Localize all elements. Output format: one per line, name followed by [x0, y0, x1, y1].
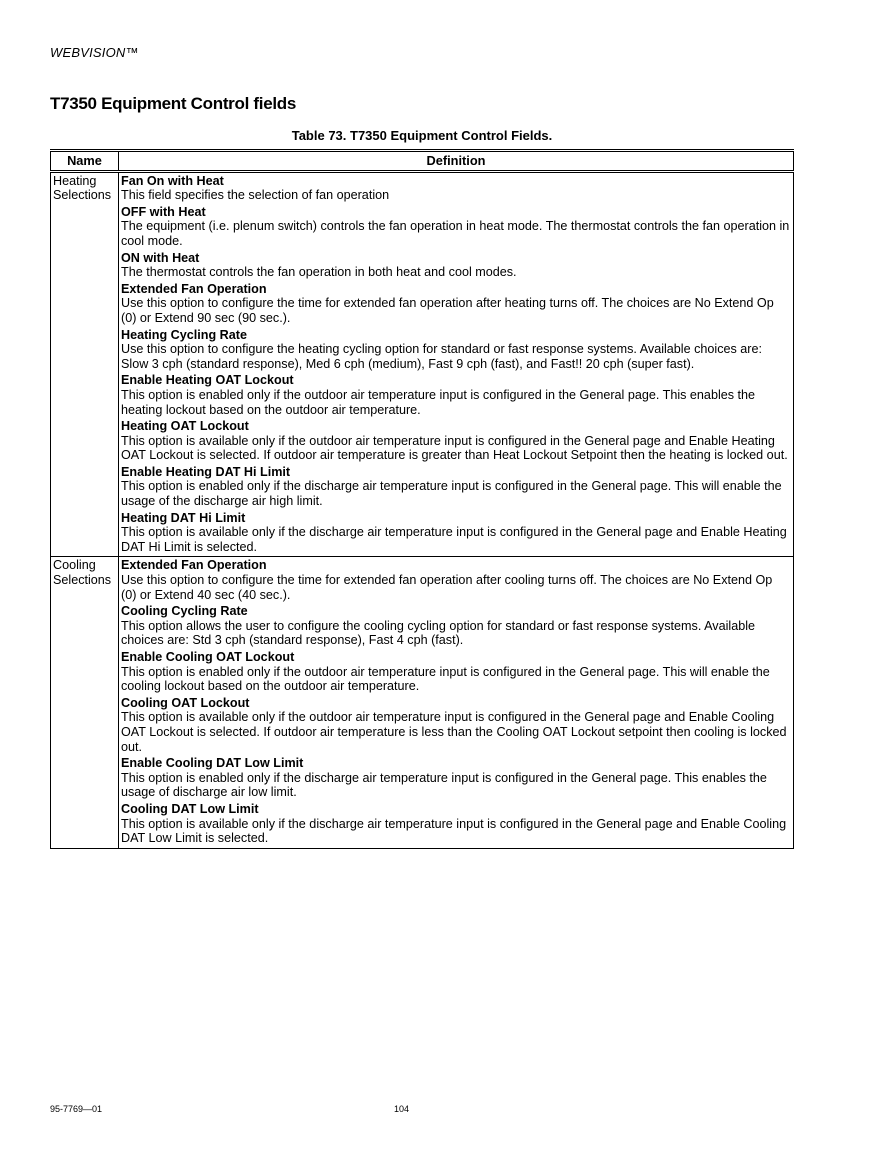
field-entry: [121, 604, 791, 648]
field-title: Fan On with Heat: [121, 173, 224, 188]
field-title: Heating OAT Lockout: [121, 419, 249, 434]
field-entry: [121, 802, 791, 846]
row-definition-cell: [119, 171, 794, 557]
footer-doc-number: 95-7769—01: [50, 1104, 103, 1114]
field-title: Cooling OAT Lockout: [121, 695, 250, 710]
field-title: Enable Heating OAT Lockout: [121, 373, 294, 388]
field-title: Heating Cycling Rate: [121, 327, 247, 342]
row-name-line: Cooling: [53, 558, 96, 573]
field-entry: [121, 696, 791, 754]
field-title: OFF with Heat: [121, 204, 206, 219]
field-title: Cooling DAT Low Limit: [121, 801, 259, 816]
column-header-name: Name: [51, 151, 119, 172]
field-entry: [121, 558, 791, 602]
section-title: T7350 Equipment Control fields: [50, 94, 297, 113]
field-title: Heating DAT Hi Limit: [121, 510, 246, 525]
field-description: This option is available only if the outdoor air temperature input is configured in the General page and Enable Cooling OAT Lockout is selected. If outdoor air temperature is less than the Cooling OAT Lockout setpoint then cooling is locked out.: [121, 710, 787, 754]
field-title: Cooling Cycling Rate: [121, 604, 248, 619]
table-row: [51, 557, 794, 848]
field-description: This option is enabled only if the discharge air temperature input is configured in the General page. This will enable the usage of the discharge air high limit.: [121, 479, 782, 509]
field-entry: [121, 205, 791, 249]
field-title: Enable Cooling OAT Lockout: [121, 650, 295, 664]
field-title: ON with Heat: [121, 250, 200, 265]
field-description: This option allows the user to configure the cooling cycling option for standard or fast response systems. Available choices are: Std 3 cph (standard response), Fast 4 cph (fast).: [121, 618, 755, 648]
equipment-control-table: [50, 149, 794, 849]
table-row: [51, 171, 794, 557]
field-description: Use this option to configure the time for extended fan operation after cooling turns off. The choices are No Extend Op (0) or Extend 40 sec (40 sec.).: [121, 573, 773, 602]
field-description: This option is enabled only if the outdoor air temperature input is configured in the General page. This enables the heating lockout based on the outdoor air temperature.: [121, 387, 756, 417]
field-title: Enable Cooling DAT Low Limit: [121, 756, 304, 771]
field-title: Enable Heating DAT Hi Limit: [121, 464, 291, 479]
column-header-definition: Definition: [119, 151, 794, 172]
field-title: Extended Fan Operation: [121, 558, 267, 573]
field-entry: [121, 465, 791, 509]
field-entry: [121, 511, 791, 555]
field-entry: [121, 419, 791, 463]
field-entry: [121, 756, 791, 800]
header-brand: WEBVISION™: [50, 45, 139, 60]
field-description: This option is enabled only if the discharge air temperature input is configured in the General page. This enables the usage of discharge air low limit.: [121, 770, 767, 800]
field-entry: [121, 650, 791, 694]
table-caption: Table 73. T7350 Equipment Control Fields.: [291, 128, 553, 143]
field-entry: [121, 251, 791, 280]
field-description: This field specifies the selection of fan operation: [121, 188, 390, 203]
field-title: Extended Fan Operation: [121, 281, 267, 296]
field-description: Use this option to configure the time for extended fan operation after heating turns off. The choices are No Extend Op (0) or Extend 90 sec (90 sec.).: [121, 296, 774, 325]
row-name-cell: [51, 557, 119, 848]
row-definition-cell: [119, 557, 794, 848]
row-name-line: Heating: [53, 173, 97, 188]
table-body: [51, 171, 794, 848]
field-entry: [121, 174, 791, 203]
row-name-line: Selections: [53, 188, 112, 203]
field-description: Use this option to configure the heating cycling option for standard or fast response systems. Available choices are: Slow 3 cph (standard response), Med 6 cph (medium), Fast 9 cph (fast), and Fast!! 20 cph (super fast).: [121, 342, 763, 371]
field-description: This option is available only if the outdoor air temperature input is configured in the General page and Enable Heating OAT Lockout is selected. If outdoor air temperature is greater than Heat Lockout Setpoint then the heating is locked out.: [121, 433, 788, 463]
row-name-line: Selections: [53, 573, 112, 588]
field-description: The equipment (i.e. plenum switch) controls the fan operation in heat mode. The thermostat controls the fan operation in cool mode.: [121, 219, 790, 248]
field-description: This option is available only if the discharge air temperature input is configured in the General page and Enable Heating DAT Hi Limit is selected.: [121, 525, 787, 554]
field-description: This option is enabled only if the outdoor air temperature input is configured in the General page. This will enable the cooling lockout based on the outdoor air temperature.: [121, 664, 770, 694]
footer-page-number: 104: [394, 1104, 410, 1114]
field-entry: [121, 282, 791, 326]
row-name-cell: [51, 171, 119, 557]
field-entry: [121, 373, 791, 417]
field-entry: [121, 328, 791, 372]
field-description: This option is available only if the discharge air temperature input is configured in the General page and Enable Cooling DAT Low Limit is selected.: [121, 816, 787, 846]
table-header-row: [51, 151, 794, 172]
field-description: The thermostat controls the fan operation in both heat and cool modes.: [121, 265, 517, 280]
